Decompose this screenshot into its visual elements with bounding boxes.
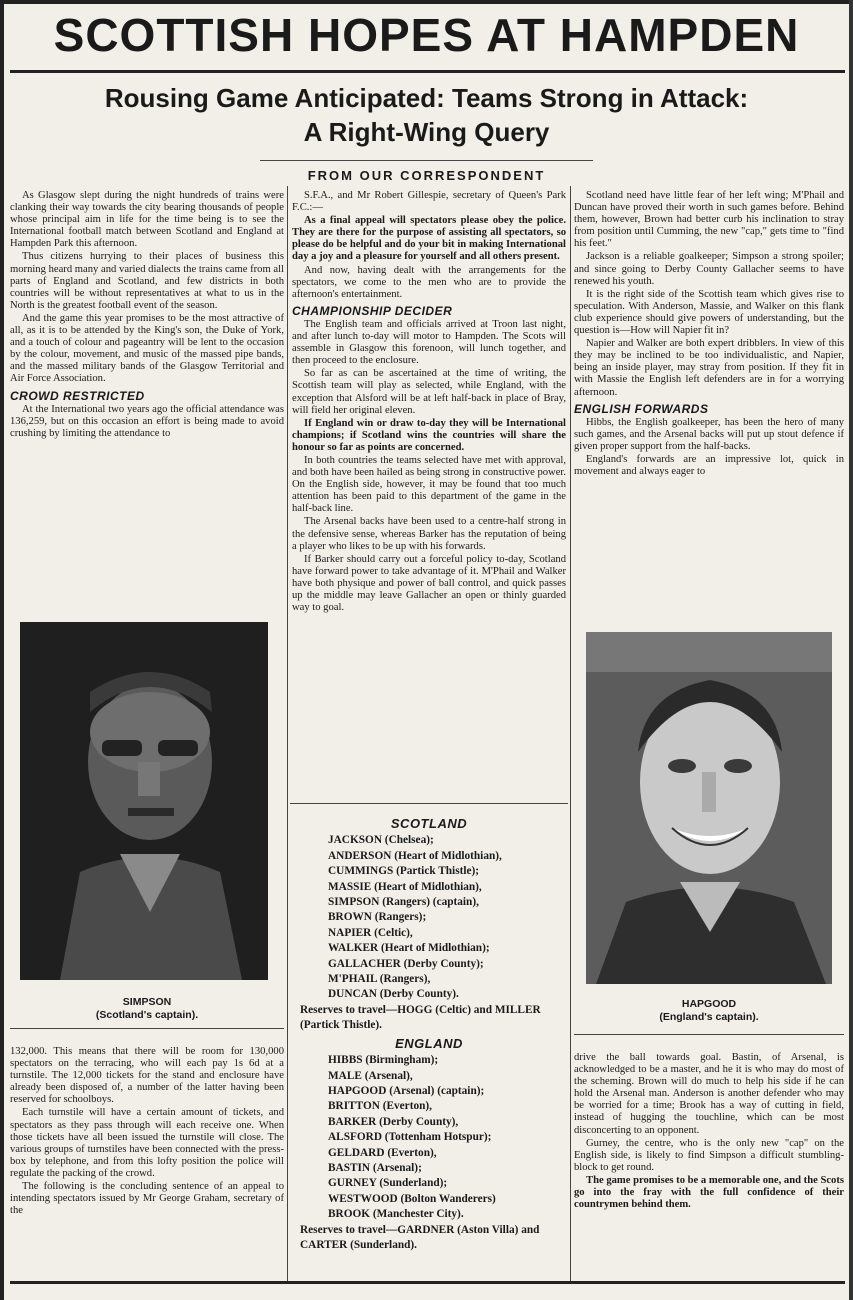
photo-rule-left <box>10 1028 284 1029</box>
paragraph: S.F.A., and Mr Robert Gillespie, secretary of Queen's Park F.C.:— <box>292 190 566 214</box>
paragraph: As Glasgow slept during the night hundreds of trains were clanking their way towards the city bearing thousands of people whose principal aim in life for the time being is to see the International football match between Scotland and England at Hampden Park this afternoon. <box>10 190 284 250</box>
subhead-rule <box>260 160 593 161</box>
paragraph: Thus citizens hurrying to their places of business this morning heard many and varied dialects the trains came from all parts of England and Scotland, and few districts in both countries will be without representatives at what to us in the North is the greatest football event of the season. <box>10 251 284 311</box>
scotland-player: DUNCAN (Derby County). <box>328 988 459 1001</box>
paragraph: England's forwards are an impressive lot, quick in movement and always eager to <box>574 453 844 478</box>
scotland-player: CUMMINGS (Partick Thistle); <box>328 865 480 878</box>
scotland-player: MASSIE (Heart of Midlothian), <box>328 880 482 893</box>
paragraph: Each turnstile will have a certain amount of tickets, and spectators as they pass through will each receive one. When those tickets have all been issued the turnstile will close. The various groups of turnstiles have been connected with the press-box by telephone, and from this lofty position the police will regulate the packing of the crowd. <box>10 1107 284 1179</box>
column-rule <box>287 186 288 1281</box>
section-heading: CROWD RESTRICTED <box>10 388 145 403</box>
paragraph: At the International two years ago the official attendance was 136,259, but on this occasion an effort is being made to avoid crushing by limiting the attendance to <box>10 403 284 439</box>
caption-role: (England's captain). <box>659 1011 759 1023</box>
paragraph: The following is the concluding sentence of an appeal to intending spectators issued by Mr George Graham, secretary of the <box>10 1181 284 1217</box>
page-border-left <box>0 0 4 1300</box>
paragraph: The English team and officials arrived at Troon last night, and after lunch to-day will motor to Hampden. The Scots will assemble in Glasgow this forenoon, will lunch together, and then proceed to the enclosure. <box>292 318 566 367</box>
england-player: BARKER (Derby County), <box>328 1115 459 1128</box>
hapgood-photo <box>586 632 832 984</box>
scotland-player: WALKER (Heart of Midlothian); <box>328 942 490 955</box>
headline: SCOTTISH HOPES AT HAMPDEN <box>53 9 800 61</box>
closing-paragraph: The game promises to be a memorable one, and the Scots go into the fray with the full confidence of their countrymen behind them. <box>574 1174 844 1211</box>
photo-rule-right <box>574 1034 844 1035</box>
england-title: ENGLAND <box>395 1035 463 1051</box>
england-player: BRITTON (Everton), <box>328 1100 432 1113</box>
column-3-top <box>574 190 844 592</box>
england-player: MALE (Arsenal), <box>328 1069 413 1082</box>
scotland-player: GALLACHER (Derby County); <box>328 957 484 970</box>
byline: FROM OUR CORRESPONDENT <box>307 168 546 183</box>
paragraph: And the game this year promises to be the most attractive of all, as it is to be attended by the King's son, the Duke of York, and a touch of colour and pageantry will be lent to the occasion by the colour, movement, and music of the massed pipe bands, and the massed military bands of the Glasgow Territorial and Air Force Association. <box>10 312 284 385</box>
scotland-player: ANDERSON (Heart of Midlothian), <box>328 849 502 862</box>
paragraph: Gurney, the centre, who is the only new "cap" on the English side, is likely to find Simpson a difficult stumbling-block to get round. <box>574 1137 844 1173</box>
scotland-player: SIMPSON (Rangers) (captain), <box>328 896 479 909</box>
scotland-player: BROWN (Rangers); <box>328 911 427 924</box>
england-player: HIBBS (Birmingham); <box>328 1054 439 1067</box>
england-player: BASTIN (Arsenal); <box>328 1161 422 1174</box>
caption-role: (Scotland's captain). <box>95 1009 199 1021</box>
scotland-title: SCOTLAND <box>390 816 468 831</box>
paragraph: 132,000. This means that there will be room for 130,000 spectators on the terracing, who will each pay 1s 6d at a turnstile. The 12,000 tickets for the stand and enclosure have already been disposed of, a number of the latter having been reserved for schoolboys. <box>10 1046 284 1106</box>
police-appeal: As a final appeal will spectators please obey the police. They are there for the purpose of assisting all spectators, so please do be helpful and do your bit in making International day a joy and a pleasure for yourself and all others present. <box>292 215 566 263</box>
scotland-player: M'PHAIL (Rangers), <box>328 973 431 986</box>
england-player: BROOK (Manchester City). <box>328 1208 464 1221</box>
caption-name: HAPGOOD <box>681 998 737 1010</box>
paragraph: Scotland need have little fear of her left wing; M'Phail and Duncan have proved their worth in such games before. Behind them, however, Brown had better curb his inclination to stray from position until Cumming, the new "cap," gets time to "find his feet." <box>574 190 844 250</box>
simpson-caption <box>10 996 284 1022</box>
column-2-top <box>292 190 566 800</box>
championship-note: If England win or draw to-day they will be International champions; if Scotland wins the countries will share the honour so far as points are concerned. <box>292 417 566 453</box>
paragraph: So far as can be ascertained at the time of writing, the Scottish team will play as selected, while England, with the exception that Alsford will be at left half-back in place of Bray, will field her original eleven. <box>292 368 566 416</box>
england-player: GELDARD (Everton), <box>328 1146 437 1159</box>
headline-rule <box>10 70 845 73</box>
paragraph: Jackson is a reliable goalkeeper; Simpson a strong spoiler; and since going to Derby County Gallacher seems to have renewed his youth. <box>574 251 844 287</box>
bottom-rule <box>10 1281 845 1284</box>
scotland-player: JACKSON (Chelsea); <box>328 834 434 847</box>
scotland-player: NAPIER (Celtic), <box>328 926 413 939</box>
paragraph: Hibbs, the English goalkeeper, has been the hero of many such games, and the Arsenal backs will put up stout defence if given proper support from the half-backs. <box>574 416 844 452</box>
simpson-photo <box>20 622 268 980</box>
paragraph: And now, having dealt with the arrangements for the spectators, we come to the men who are to provide the afternoon's entertainment. <box>292 264 566 300</box>
column-3-bottom <box>574 1052 844 1278</box>
england-player: WESTWOOD (Bolton Wanderers) <box>328 1192 496 1205</box>
column-1-bottom <box>10 1046 284 1278</box>
column-1-top <box>10 190 284 592</box>
scotland-reserves: Reserves to travel—HOGG (Celtic) and MILLER (Partick Thistle). <box>300 1003 541 1032</box>
page-border-top <box>0 0 853 4</box>
section-heading: ENGLISH FORWARDS <box>574 401 709 416</box>
england-players <box>290 1053 568 1222</box>
subhead-line-1: Rousing Game Anticipated: Teams Strong in Attack: <box>104 83 749 113</box>
england-player: GURNEY (Sunderland); <box>328 1177 448 1190</box>
england-player: ALSFORD (Tottenham Hotspur); <box>328 1131 492 1144</box>
hapgood-caption <box>574 998 844 1024</box>
paragraph: drive the ball towards goal. Bastin, of Arsenal, is acknowledged to be a master, and he it is who may do most of the scheming. Brown will do much to help his side if he can hold the Arsenal man. Anderson is another defender who may be worried for a time; Brook has a way of cutting in field, instead of hugging the touchline, which can be most disconcerting to an opponent. <box>574 1052 844 1136</box>
england-player: HAPGOOD (Arsenal) (captain); <box>328 1084 485 1097</box>
scotland-players <box>290 833 568 1002</box>
paragraph: It is the right side of the Scottish team which gives rise to speculation. With Anderson, Massie, and Walker on this flank club experience should give powers of understanding, but the question is—How will Napier fit in? <box>574 288 844 337</box>
paragraph: Napier and Walker are both expert dribblers. In view of this they may be inclined to be too individualistic, and Napier, being an inside player, may stray from position. If they fit in with Massie the English left defenders are in for a worrying afternoon. <box>574 338 844 398</box>
page-border-right <box>849 0 853 1300</box>
subhead-line-2: A Right-Wing Query <box>303 117 550 147</box>
england-reserves: Reserves to travel—GARDNER (Aston Villa) and CARTER (Sunderland). <box>300 1223 540 1251</box>
paragraph: The Arsenal backs have been used to a centre-half strong in the defensive sense, whereas Barker has the reputation of being a player who likes to be up with his forwards. <box>292 516 566 552</box>
caption-name: SIMPSON <box>122 996 172 1008</box>
teams-box-rule <box>290 803 568 804</box>
paragraph: In both countries the teams selected have met with approval, and both have been hailed as being strong in constructive power. On the English side, however, it may be found that too much attention has been paid to this department of the game in the half-back line. <box>292 454 566 515</box>
column-rule <box>570 186 571 1281</box>
teams-list <box>290 814 568 1253</box>
paragraph: If Barker should carry out a forceful policy to-day, Scotland have forward power to take advantage of it. M'Phail and Walker have both physique and power of ball control, and quick passes up the middle may leave Gallacher an open or thinly guarded way to goal. <box>292 553 566 614</box>
section-heading: CHAMPIONSHIP DECIDER <box>292 303 453 318</box>
